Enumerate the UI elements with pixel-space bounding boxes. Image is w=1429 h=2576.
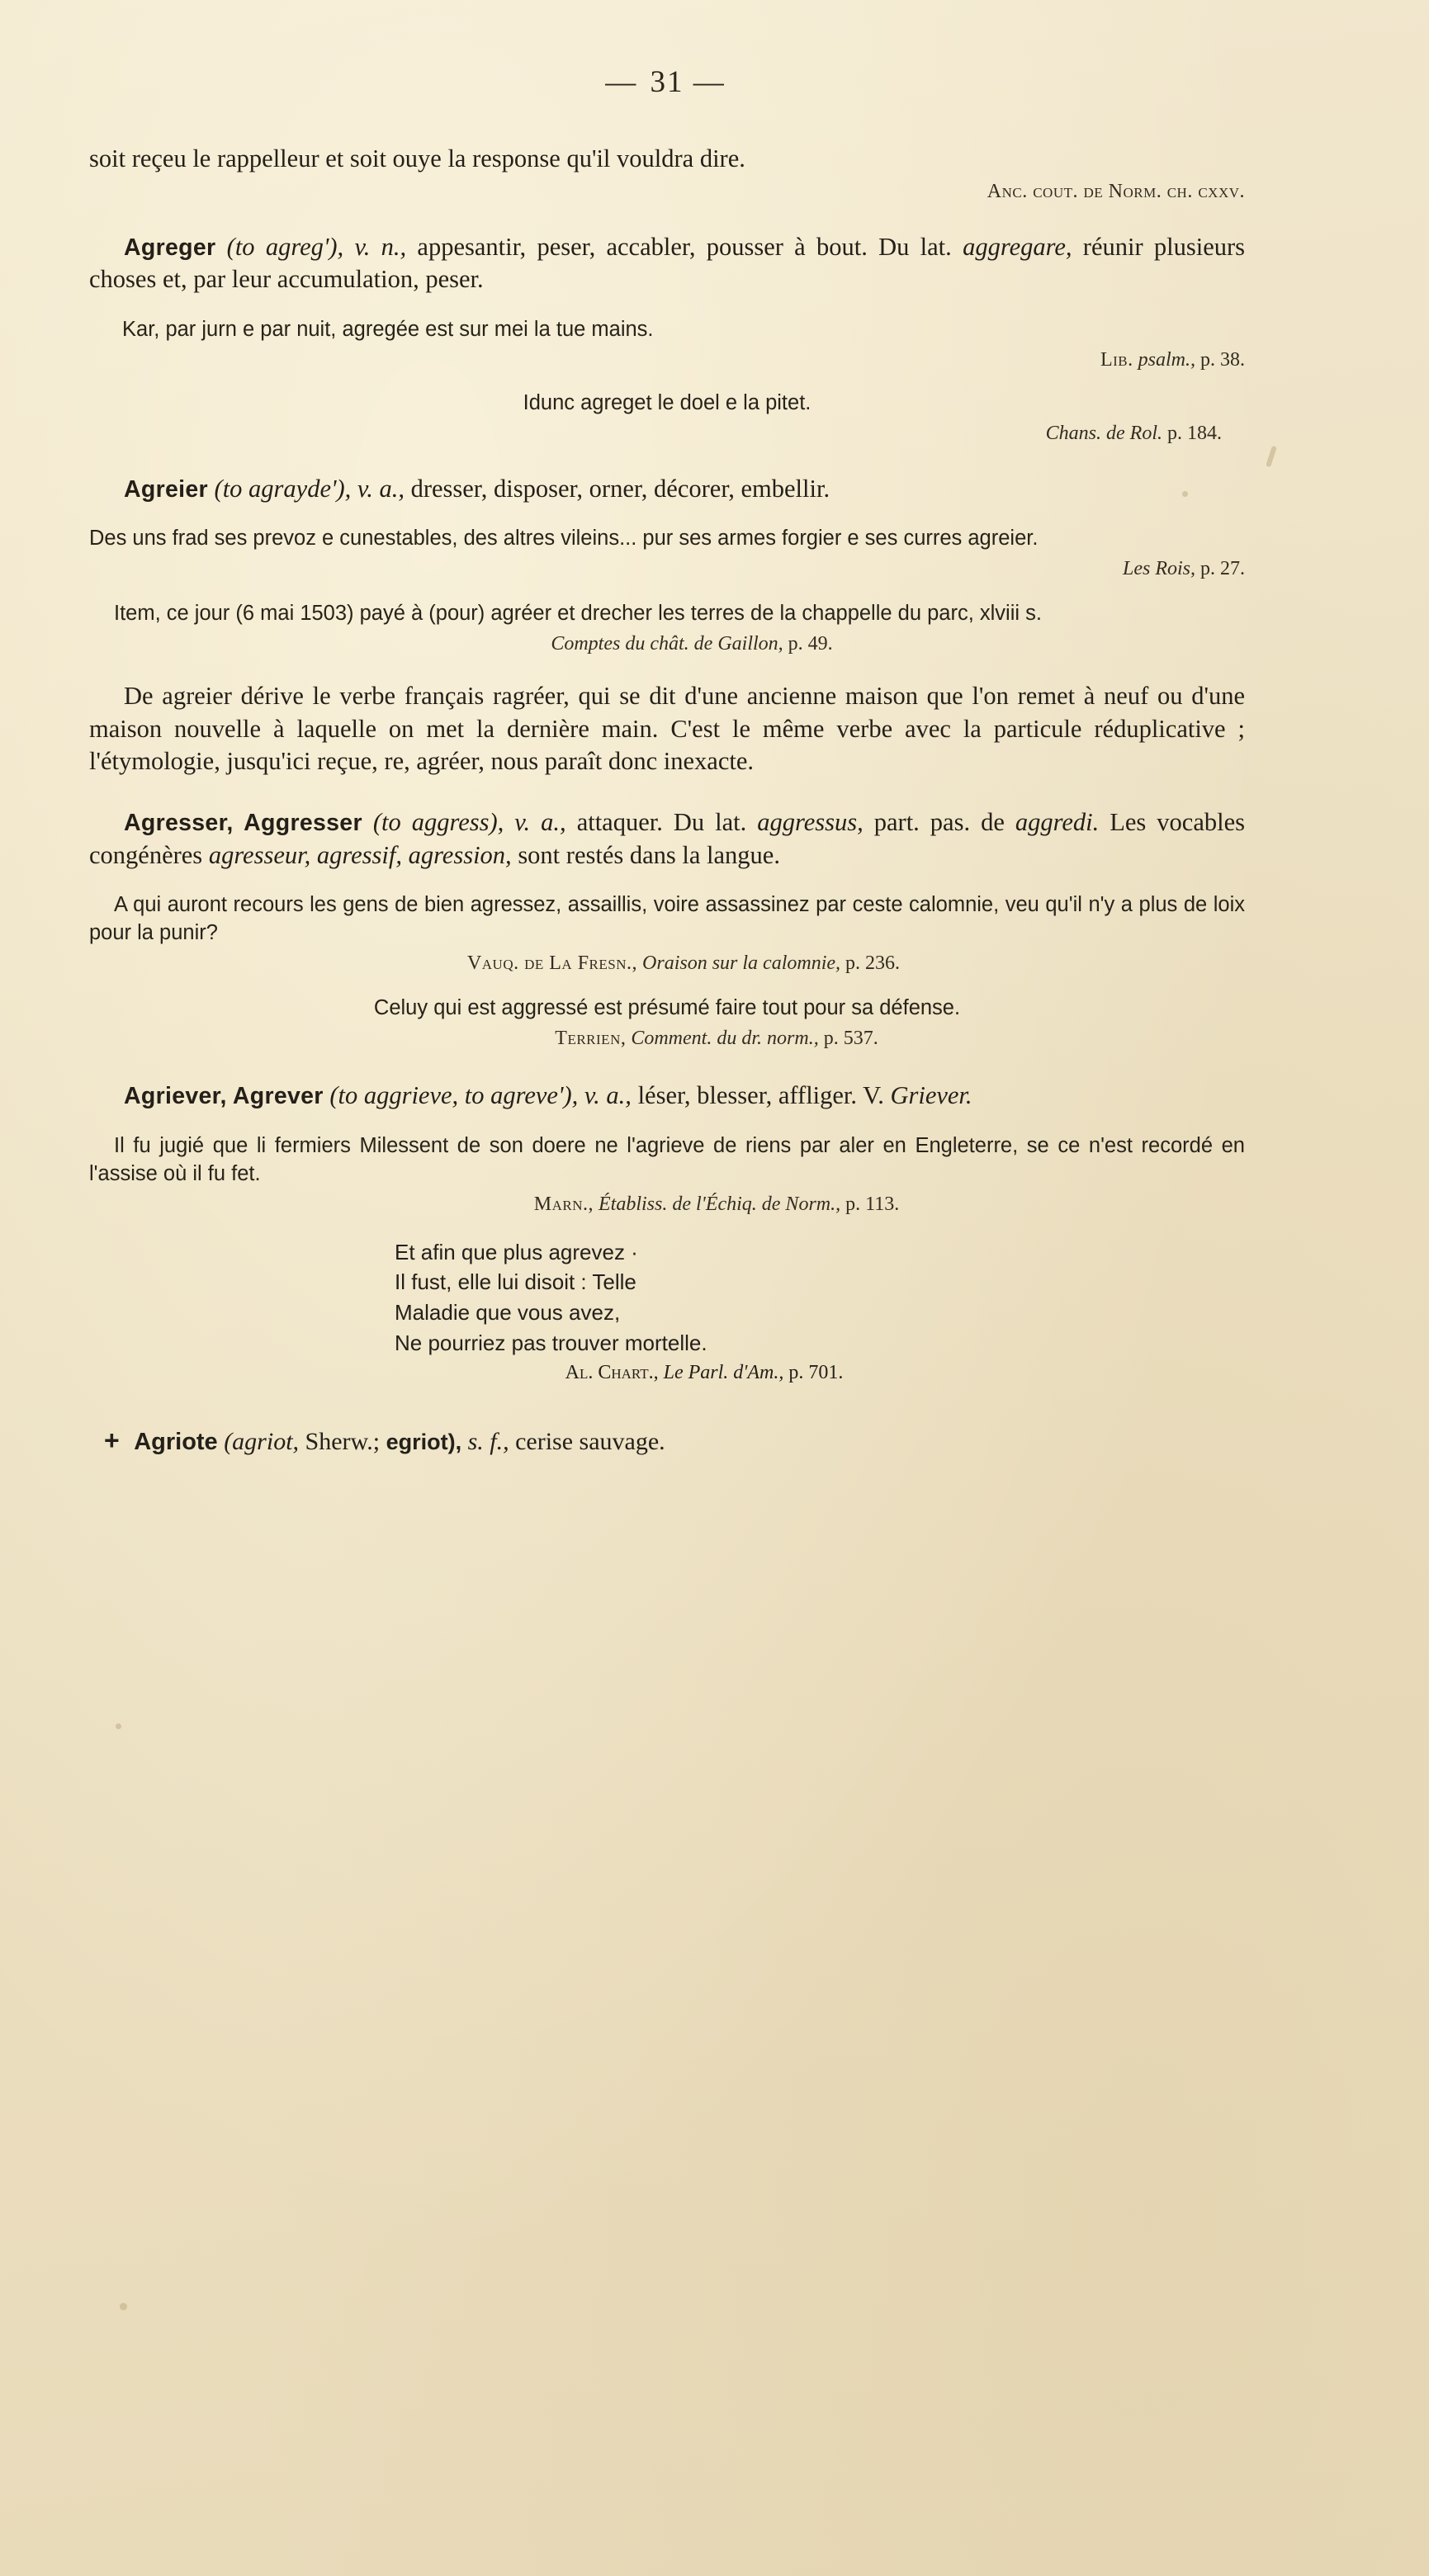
agreger-source-1-title: psalm., — [1138, 348, 1195, 371]
agreger-source-1 — [89, 349, 1245, 371]
continuation-source-text: Anc. cout. de Norm. ch. cxxv. — [987, 180, 1245, 202]
agresser-source-1-title: Oraison sur la calomnie, — [642, 952, 841, 975]
verse-source-sc: Al. Chart., — [565, 1362, 659, 1384]
agriote-variant: egriot), — [386, 1430, 462, 1455]
agresser-quote-1: A qui auront recours les gens de bien agressez, assaillis, voire assassinez par ceste calomnie, veu qu'il n'y a plus de loix pour la punir? — [89, 893, 1245, 945]
agriever-source-1 — [89, 1193, 1245, 1216]
agresser-source-2-title: Comment. du dr. norm., — [631, 1028, 819, 1050]
page-number — [89, 64, 1245, 100]
agreger-quote-1: Kar, par jurn e par nuit, agregée est sur mei la tue mains. — [122, 317, 654, 341]
entry-continuation-text — [89, 143, 1245, 176]
entry-agriever — [89, 1080, 1245, 1113]
agresser-source-1 — [89, 952, 1245, 975]
verse-source-page: p. 701. — [788, 1362, 844, 1384]
verse-line-2: Il fust, elle lui disoit : Telle — [395, 1269, 636, 1295]
verse-line-4: Ne pourriez pas trouver mortelle. — [395, 1331, 707, 1356]
agresser-definition-3: Les vocables congénères — [89, 808, 1245, 869]
agriote-pos: s. f., — [467, 1428, 509, 1456]
agriever-etym: (to aggrieve, to agreve'), — [329, 1081, 579, 1110]
agreger-source-2 — [89, 423, 1245, 445]
agriever-definition: léser, blesser, affliger. V. — [637, 1081, 884, 1110]
agresser-latin-2: aggredi. — [1015, 808, 1100, 837]
agresser-congeneres: agresseur, agressif, agression, — [208, 840, 512, 869]
agresser-source-2 — [89, 1028, 1245, 1050]
agresser-source-1-page: p. 236. — [845, 952, 901, 975]
agriever-source-1-sc: Marn., — [533, 1193, 594, 1215]
agreier-source-1-page: p. 27. — [1200, 558, 1245, 580]
agreier-source-2-page: p. 49. — [788, 633, 833, 655]
agreger-source-2-title: Chans. de Rol. — [1045, 422, 1162, 444]
agresser-source-1-sc: Vauq. de La Fresn., — [466, 952, 638, 975]
agreier-quote-1: Des uns frad ses prevoz e cunestables, des altres vileins... pur ses armes forgier e ses curres agreier. — [89, 527, 1039, 551]
agreier-definition: dresser, disposer, orner, décorer, embellir. — [410, 474, 830, 503]
agresser-definition: attaquer. Du lat. — [576, 808, 747, 837]
agreger-quote-2: Idunc agreget le doel e la pitet. — [523, 390, 812, 414]
verse-line-1: Et afin que plus agrevez · — [395, 1239, 638, 1264]
continuation-line-1: soit reçeu le rappelleur et soit ouye la response qu'il vouldra — [89, 144, 694, 173]
entry-agriote — [89, 1425, 1245, 1456]
agreger-pos: v. n., — [354, 232, 407, 261]
agriever-verse-source — [163, 1362, 1245, 1384]
agreger-source-2-page: p. 184. — [1167, 422, 1222, 444]
page-number-dash-left: — — [605, 65, 641, 99]
agresser-source-2-sc: Terrien, — [555, 1028, 627, 1050]
agriever-verse — [395, 1237, 1245, 1359]
agreier-source-2-title: Comptes du chât. de Gaillon, — [551, 633, 783, 655]
agreier-etym: (to agrayde'), — [214, 474, 352, 503]
agreier-note: De agreier dérive le verbe français ragréer, qui se dit d'une ancienne maison que l'on remet à neuf ou d'une maison nouvelle à laquelle on met la dernière main. C'est le même verbe avec la particule réduplicative ; l'étymologie, jusqu'ici reçue, re, agréer, nous paraît donc inexacte. — [89, 682, 1245, 776]
agreger-latin: aggregare, — [963, 232, 1072, 261]
agreier-source-1-title: Les Rois, — [1122, 558, 1195, 580]
agresser-etym: (to aggress), — [372, 808, 504, 837]
agriever-crossref: Griever. — [890, 1081, 972, 1110]
entry-agreger — [89, 231, 1245, 296]
agriever-source-1-page: p. 113. — [845, 1193, 900, 1215]
headword-agresser: Agresser, Aggresser — [124, 810, 362, 837]
agresser-source-2-page: p. 537. — [823, 1028, 878, 1050]
agreger-source-1-sc: Lib. — [1100, 348, 1133, 371]
agreger-source-1-page: p. 38. — [1200, 348, 1245, 371]
agriever-pos: v. a., — [584, 1081, 632, 1110]
continuation-line-2: dire. — [699, 144, 745, 173]
headword-agreger: Agreger — [124, 234, 216, 261]
verse-line-3: Maladie que vous avez, — [395, 1300, 621, 1326]
page-number-dash-right: — — [693, 65, 729, 99]
paper-speck — [120, 2303, 127, 2310]
agresser-definition-4: sont restés dans la langue. — [518, 840, 780, 869]
agreier-quote-2: Item, ce jour (6 mai 1503) payé à (pour) agréer et drecher les terres de la chappelle du parc, xlviii s. — [114, 602, 1042, 626]
agresser-latin-1: aggressus, — [757, 808, 864, 837]
agriote-eng-source: Sherw.; — [305, 1428, 381, 1456]
agreger-etym: (to agreg'), — [226, 232, 344, 261]
agriote-etym: (agriot, — [224, 1428, 300, 1456]
page-number-value: 31 — [650, 65, 684, 99]
entry-agresser — [89, 806, 1245, 872]
agresser-quote-2: Celuy qui est aggressé est présumé faire tout pour sa défense. — [373, 996, 961, 1020]
agresser-pos: v. a., — [514, 808, 566, 837]
agriever-quote-1: Il fu jugié que li fermiers Milessent de son doere ne l'agrieve de riens par aler en Engleterre, se ce n'est recordé en l'assise où il fu fet. — [89, 1133, 1245, 1185]
headword-agreier: Agreier — [124, 475, 208, 503]
agriote-definition: cerise sauvage. — [515, 1428, 665, 1456]
plus-icon: + — [104, 1425, 120, 1456]
agreier-source-1 — [89, 558, 1245, 580]
headword-agriote: Agriote — [134, 1429, 218, 1456]
agreger-definition: appesantir, peser, accabler, pousser à bout. Du lat. — [417, 232, 952, 261]
verse-source-title: Le Parl. d'Am., — [663, 1362, 784, 1384]
entry-agreier — [89, 473, 1245, 506]
agreger-definition-2: réunir plusieurs choses et, par leur accumulation, peser. — [89, 232, 1246, 294]
paper-speck — [116, 1723, 121, 1729]
agreier-source-2 — [89, 633, 1245, 655]
agriever-source-1-title: Établiss. de l'Échiq. de Norm., — [599, 1193, 841, 1215]
continuation-source — [89, 181, 1245, 203]
page-body — [89, 64, 1245, 1456]
agreier-pos: v. a., — [357, 474, 405, 503]
paper-speck — [1266, 446, 1277, 468]
agresser-definition-2: part. pas. de — [873, 808, 1005, 837]
headword-agriever: Agriever, Agrever — [124, 1083, 324, 1110]
